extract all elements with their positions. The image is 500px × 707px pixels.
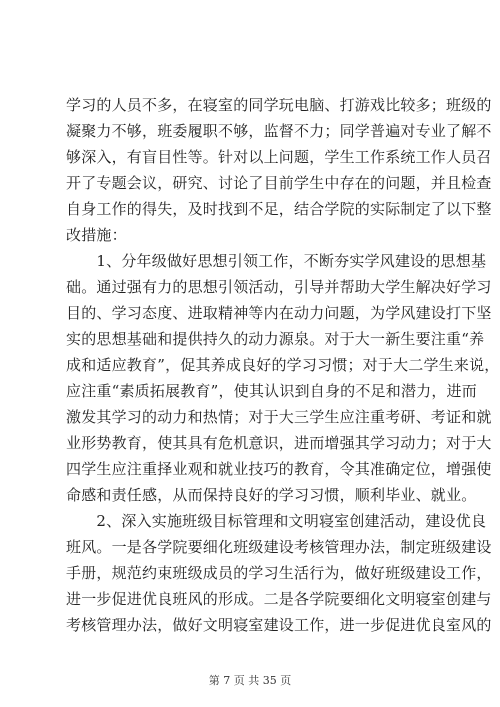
text-line: 础。通过强有力的思想引领活动，引导并帮助大学生解决好学习 (66, 278, 492, 296)
text-line: 目的、学习态度、进取精神等内在动力问题，为学风建设打下坚 (66, 304, 492, 322)
text-line: 手册，规范约束班级成员的学习生活行为，做好班级建设工作， (66, 564, 492, 582)
text-line: 四学生应注重择业观和就业技巧的教育，令其准确定位，增强使 (66, 460, 492, 478)
text-line: 自身工作的得失，及时找到不足，结合学院的实际制定了以下整 (66, 200, 492, 218)
text-line: 2、深入实施班级目标管理和文明寝室创建活动，建设优良 (66, 512, 487, 530)
text-line: 改措施： (66, 226, 127, 244)
text-line: 班风。一是各学院要细化班级建设考核管理办法，制定班级建设 (66, 538, 492, 556)
text-line: 学习的人员不多，在寝室的同学玩电脑、打游戏比较多；班级的 (66, 96, 492, 114)
text-line: 业形势教育，使其具有危机意识，进而增强其学习动力；对于大 (66, 434, 492, 452)
text-line: 够深入，有盲目性等。针对以上问题，学生工作系统工作人员召 (66, 148, 492, 166)
text-line: 进一步促进优良班风的形成。二是各学院要细化文明寝室创建与 (66, 590, 492, 608)
text-line: 考核管理办法，做好文明寝室建设工作，进一步促进优良室风的 (66, 616, 492, 634)
text-line: 凝聚力不够，班委履职不够，监督不力；同学普遍对专业了解不 (66, 122, 492, 140)
text-line: 激发其学习的动力和热情；对于大三学生应注重考研、考证和就 (66, 408, 492, 426)
page-number-footer: 第 7 页 共 35 页 (208, 674, 292, 687)
text-line: 命感和责任感，从而保持良好的学习习惯，顺利毕业、就业。 (66, 486, 477, 504)
text-line: 1、分年级做好思想引领工作，不断夯实学风建设的思想基 (66, 252, 487, 270)
text-line: 开了专题会议，研究、讨论了目前学生中存在的问题，并且检查 (66, 174, 492, 192)
text-line: 应注重“素质拓展教育”，使其认识到自身的不足和潜力，进而 (66, 382, 477, 400)
body-text (66, 92, 500, 638)
text-line: 实的思想基础和提供持久的动力源泉。对于大一新生要注重“养 (66, 330, 485, 348)
text-line: 成和适应教育”，促其养成良好的学习习惯；对于大二学生来说， (66, 356, 500, 374)
